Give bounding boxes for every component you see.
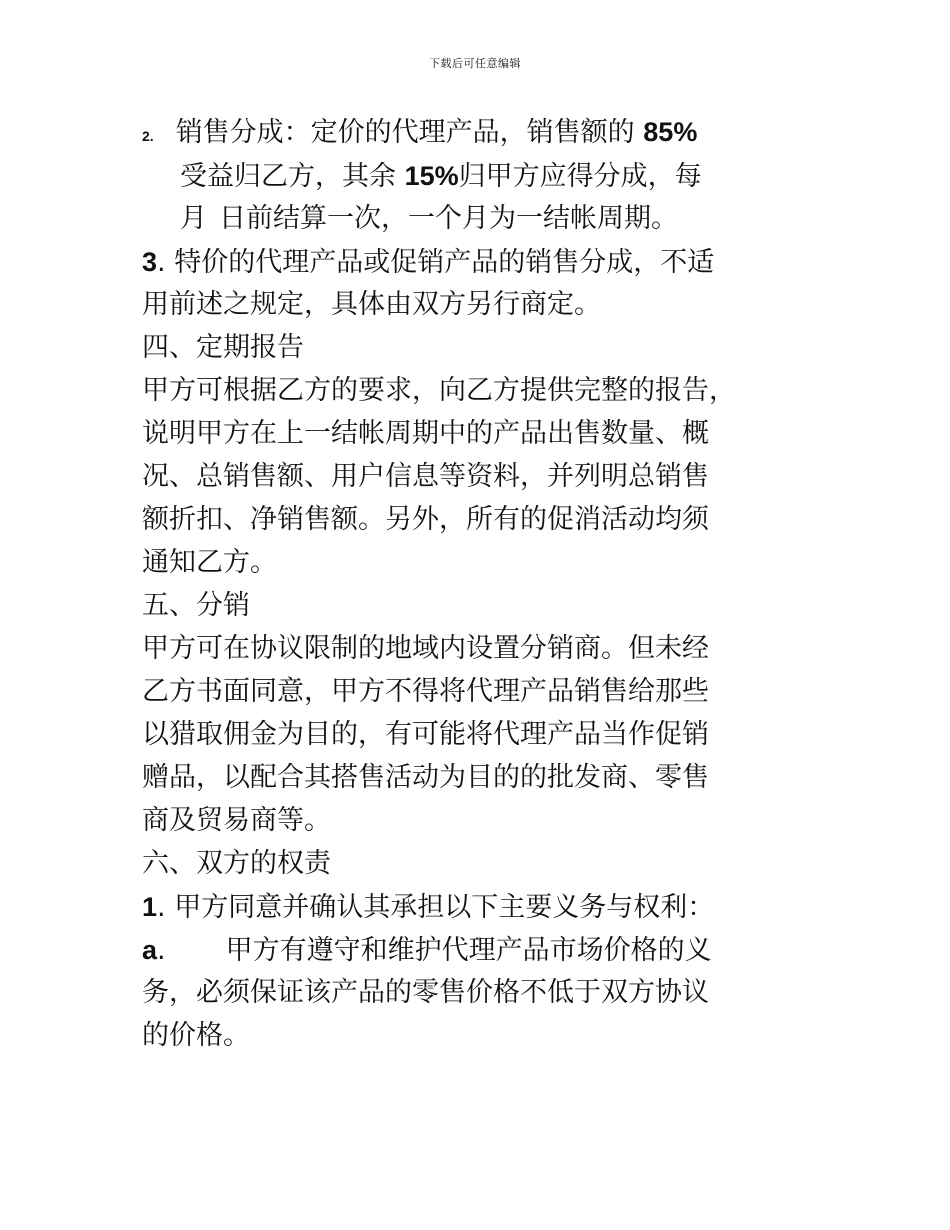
clause-text: 月: [180, 203, 207, 234]
clause-text: 受益归乙方，其余: [180, 161, 405, 192]
clause-2-line-1: [142, 116, 697, 152]
paragraph-line: 甲方可在协议限制的地域内设置分销商。但未经: [142, 633, 709, 664]
percent-value: 85%: [643, 117, 698, 147]
clause-number: 3: [142, 247, 158, 277]
paragraph-line: 额折扣、净销售额。另外，所有的促消活动均须: [142, 504, 709, 535]
section-heading-5: 五、分销: [142, 590, 250, 621]
section-heading-6: 六、双方的权责: [142, 848, 331, 879]
clause-1-line: [142, 891, 714, 924]
paragraph-line: 通知乙方。: [142, 547, 277, 578]
clause-number: 2.: [142, 128, 154, 144]
clause-2-line-2: [180, 160, 702, 193]
paragraph-line: 甲方可根据乙方的要求，向乙方提供完整的报告，: [142, 375, 736, 406]
paragraph-line: 况、总销售额、用户信息等资料，并列明总销售: [142, 461, 709, 492]
clause-a-line-2: 务，必须保证该产品的零售价格不低于双方协议: [142, 977, 709, 1008]
clause-text: . 甲方同意并确认其承担以下主要义务与权利：: [157, 892, 715, 923]
paragraph-line: 以猎取佣金为目的，有可能将代理产品当作促销: [142, 719, 709, 750]
clause-number: 1: [142, 892, 158, 922]
clause-3-line-1: [142, 246, 714, 279]
clause-text: 日前结算一次，一个月为一结帐周期。: [219, 203, 678, 234]
percent-value: 15%: [404, 161, 459, 191]
clause-text: 销售分成：定价的代理产品，销售额的: [175, 117, 644, 148]
clause-3-line-2: 用前述之规定，具体由双方另行商定。: [142, 289, 601, 320]
clause-letter: a: [142, 935, 158, 965]
page-header: 下载后可任意编辑: [429, 57, 521, 70]
paragraph-line: 乙方书面同意，甲方不得将代理产品销售给那些: [142, 676, 709, 707]
clause-text: 甲方有遵守和维护代理产品市场价格的义: [225, 935, 712, 966]
clause-text: . 特价的代理产品或促销产品的销售分成，不适: [157, 247, 715, 278]
clause-a-line-1: a. 甲方有遵守和维护代理产品市场价格的义: [142, 935, 712, 966]
clause-a-line-3: 的价格。: [142, 1020, 250, 1051]
clause-2-line-3: [180, 203, 678, 235]
paragraph-line: 赠品，以配合其搭售活动为目的的批发商、零售: [142, 762, 709, 793]
paragraph-line: 说明甲方在上一结帐周期中的产品出售数量、概: [142, 418, 709, 449]
clause-text: 归甲方应得分成，每: [458, 161, 702, 192]
section-heading-4: 四、定期报告: [142, 332, 304, 363]
paragraph-line: 商及贸易商等。: [142, 805, 331, 836]
